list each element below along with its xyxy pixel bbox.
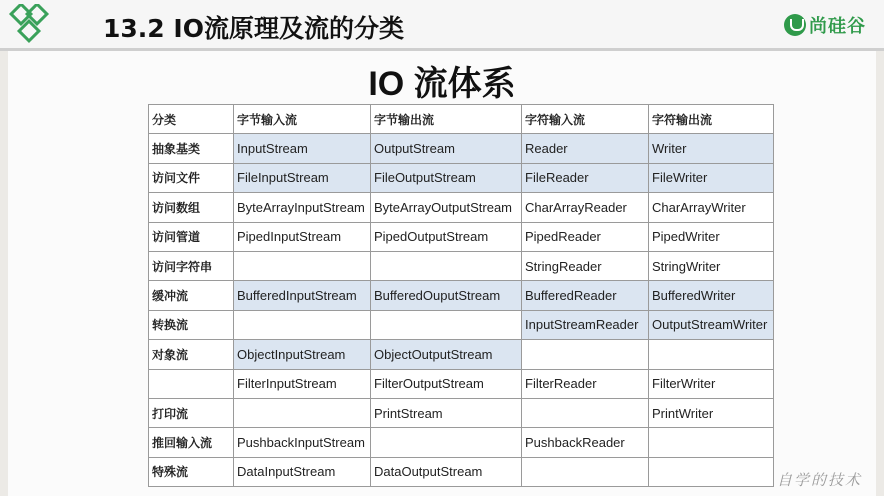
category-cell <box>149 369 234 398</box>
column-header: 字节输出流 <box>371 105 522 134</box>
table-cell: PrintStream <box>371 398 522 427</box>
category-cell: 特殊流 <box>149 457 234 486</box>
slide-heading: IO 流体系 <box>368 65 516 103</box>
table-row <box>149 281 774 310</box>
table-cell: BufferedReader <box>522 281 649 310</box>
category-cell: 访问字符串 <box>149 251 234 280</box>
table-cell: CharArrayWriter <box>649 193 774 222</box>
table-row <box>149 134 774 163</box>
category-cell: 推回输入流 <box>149 428 234 457</box>
column-header: 字符输入流 <box>522 105 649 134</box>
table-cell <box>522 457 649 486</box>
table-cell: FilterWriter <box>649 369 774 398</box>
table-cell: ByteArrayOutputStream <box>371 193 522 222</box>
category-cell: 抽象基类 <box>149 134 234 163</box>
table-cell: Writer <box>649 134 774 163</box>
table-row <box>149 457 774 486</box>
table-cell <box>649 428 774 457</box>
table-cell: ObjectInputStream <box>234 340 371 369</box>
table-cell: FileOutputStream <box>371 163 522 192</box>
table-cell: CharArrayReader <box>522 193 649 222</box>
table-cell: ObjectOutputStream <box>371 340 522 369</box>
table-cell: FilterReader <box>522 369 649 398</box>
brand-name: 尚硅谷 <box>809 16 866 37</box>
watermark: 自学的技术 <box>776 471 862 489</box>
table-cell: DataOutputStream <box>371 457 522 486</box>
table-cell: InputStreamReader <box>522 310 649 339</box>
table-cell: BufferedInputStream <box>234 281 371 310</box>
table-cell: DataInputStream <box>234 457 371 486</box>
table-cell: FilterOutputStream <box>371 369 522 398</box>
table-cell: OutputStreamWriter <box>649 310 774 339</box>
table-cell: PipedOutputStream <box>371 222 522 251</box>
brand-logo <box>784 12 866 38</box>
table-cell <box>234 398 371 427</box>
io-stream-table <box>148 104 774 487</box>
table-row <box>149 163 774 192</box>
table-cell: FileInputStream <box>234 163 371 192</box>
table-row <box>149 398 774 427</box>
column-header: 字符输出流 <box>649 105 774 134</box>
table-cell: ByteArrayInputStream <box>234 193 371 222</box>
table-cell: PushbackReader <box>522 428 649 457</box>
table-row <box>149 193 774 222</box>
table-cell: BufferedOuputStream <box>371 281 522 310</box>
category-cell: 访问数组 <box>149 193 234 222</box>
table-cell <box>649 457 774 486</box>
slide-title: 13.2 IO流原理及流的分类 <box>103 14 404 43</box>
table-cell: FileReader <box>522 163 649 192</box>
table-row <box>149 222 774 251</box>
diamond-logo-icon <box>8 4 58 46</box>
table-row <box>149 369 774 398</box>
table-row <box>149 251 774 280</box>
table-cell: InputStream <box>234 134 371 163</box>
table-cell: StringWriter <box>649 251 774 280</box>
table-cell <box>371 251 522 280</box>
column-header: 分类 <box>149 105 234 134</box>
table-cell: BufferedWriter <box>649 281 774 310</box>
category-cell: 转换流 <box>149 310 234 339</box>
table-cell: FilterInputStream <box>234 369 371 398</box>
category-cell: 对象流 <box>149 340 234 369</box>
brand-mark-icon <box>784 14 806 36</box>
table-row <box>149 428 774 457</box>
table-cell: PrintWriter <box>649 398 774 427</box>
table-cell <box>234 251 371 280</box>
table-cell: Reader <box>522 134 649 163</box>
table-cell <box>371 428 522 457</box>
table-header-row <box>149 105 774 134</box>
table-row <box>149 340 774 369</box>
slide-header <box>0 0 884 48</box>
table-cell: FileWriter <box>649 163 774 192</box>
table-cell <box>649 340 774 369</box>
table-cell: PushbackInputStream <box>234 428 371 457</box>
table-cell: PipedReader <box>522 222 649 251</box>
column-header: 字节输入流 <box>234 105 371 134</box>
table-row <box>149 310 774 339</box>
table-cell <box>522 340 649 369</box>
category-cell: 缓冲流 <box>149 281 234 310</box>
category-cell: 打印流 <box>149 398 234 427</box>
table-cell: OutputStream <box>371 134 522 163</box>
table-cell: PipedInputStream <box>234 222 371 251</box>
table-cell <box>371 310 522 339</box>
table-cell: StringReader <box>522 251 649 280</box>
category-cell: 访问文件 <box>149 163 234 192</box>
table-cell <box>234 310 371 339</box>
table-cell <box>522 398 649 427</box>
category-cell: 访问管道 <box>149 222 234 251</box>
table-cell: PipedWriter <box>649 222 774 251</box>
